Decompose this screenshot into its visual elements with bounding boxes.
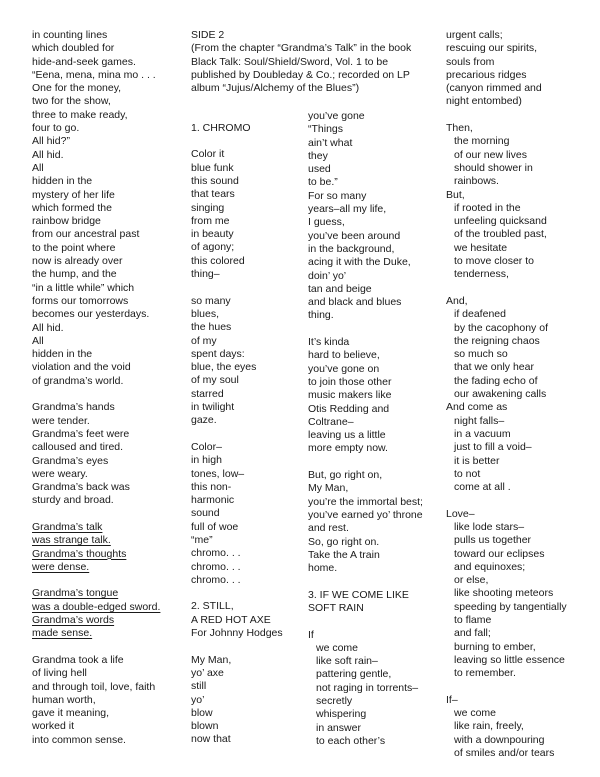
poem-line: singing bbox=[191, 201, 225, 214]
poem-line: to move closer to bbox=[454, 255, 534, 268]
poem-line: that we only hear bbox=[454, 361, 534, 374]
poem-line: “Eena, mena, mina mo . . . bbox=[32, 68, 156, 81]
column-3-poem bbox=[446, 29, 596, 760]
header-line: (From the chapter “Grandma’s Talk” in the book bbox=[191, 42, 412, 55]
poem-line: you’ve earned yo’ throne bbox=[308, 508, 423, 521]
poem-line: if rooted in the bbox=[454, 201, 521, 214]
poem-line: tones, low– bbox=[191, 467, 245, 480]
poem-line: blue, the eyes bbox=[191, 361, 257, 374]
poem-line: SOFT RAIN bbox=[308, 601, 364, 614]
poem-line: souls from bbox=[446, 55, 495, 68]
column-1-poem bbox=[32, 29, 182, 747]
poem-line: So, go right on. bbox=[308, 535, 380, 548]
poem-line: blues, bbox=[191, 307, 220, 320]
poem-line: or else, bbox=[454, 574, 489, 587]
stanza-break bbox=[32, 508, 182, 521]
poem-line: All hid?” bbox=[32, 135, 70, 148]
poem-line: blown bbox=[191, 720, 219, 733]
poem-line: if deafened bbox=[454, 308, 506, 321]
poem-line: like rain, freely, bbox=[454, 720, 524, 733]
poem-line: Grandma’s back was bbox=[32, 481, 130, 494]
header-line: Black Talk: Soul/Shield/Sword, Vol. 1 to be bbox=[191, 55, 389, 68]
poem-line: and black and blues bbox=[308, 296, 402, 309]
poem-line: was strange talk. bbox=[32, 534, 111, 547]
poem-line: gave it meaning, bbox=[32, 707, 110, 720]
poem-line: It’s kinda bbox=[308, 336, 350, 349]
poem-line: Grandma’s words bbox=[32, 614, 115, 627]
poem-line: violation and the void bbox=[32, 361, 131, 374]
poem-line: to each other’s bbox=[316, 734, 386, 747]
column-2b-poem bbox=[308, 110, 443, 748]
poem-line: and equinoxes; bbox=[454, 560, 526, 573]
poem-line: pattering gentle, bbox=[316, 668, 392, 681]
poem-line: forms our tomorrows bbox=[32, 294, 129, 307]
poem-line: now that bbox=[191, 733, 231, 746]
poem-line: pulls us together bbox=[454, 534, 532, 547]
poem-line: sound bbox=[191, 507, 220, 520]
poem-line: speeding by tangentially bbox=[454, 600, 567, 613]
poem-line: night falls– bbox=[454, 414, 505, 427]
poem-line: were dense. bbox=[32, 560, 90, 573]
poem-line: sturdy and broad. bbox=[32, 494, 114, 507]
poem-line: was a double-edged sword. bbox=[32, 600, 161, 613]
stanza-break bbox=[308, 456, 443, 469]
poem-line: chromo. . . bbox=[191, 573, 241, 586]
poem-line: And, bbox=[446, 294, 468, 307]
poem-line: Coltrane– bbox=[308, 415, 354, 428]
poem-line: hide-and-seek games. bbox=[32, 55, 136, 68]
poem-line: now is already over bbox=[32, 255, 123, 268]
poem-line: two for the show, bbox=[32, 95, 111, 108]
poem-line: in high bbox=[191, 454, 222, 467]
poem-line: should shower in bbox=[454, 161, 533, 174]
poem-line: from our ancestral past bbox=[32, 228, 140, 241]
poem-line: Grandma’s tongue bbox=[32, 587, 119, 600]
poem-line: and fall; bbox=[454, 627, 491, 640]
stanza-break bbox=[308, 575, 443, 588]
poem-line: more empty now. bbox=[308, 442, 388, 455]
poem-line: in answer bbox=[316, 721, 361, 734]
poem-line: rainbow bridge bbox=[32, 215, 101, 228]
poem-line: come at all . bbox=[454, 481, 511, 494]
poem-line: harmonic bbox=[191, 494, 235, 507]
poem-line: chromo. . . bbox=[191, 560, 241, 573]
poem-line: three to make ready, bbox=[32, 108, 128, 121]
poem-line: acing it with the Duke, bbox=[308, 256, 411, 269]
poem-line: “Things bbox=[308, 123, 344, 136]
poem-line: My Man, bbox=[191, 653, 232, 666]
poem-line: in the background, bbox=[308, 242, 395, 255]
poem-line: blow bbox=[191, 706, 213, 719]
poem-line: this non- bbox=[191, 480, 232, 493]
stanza-break bbox=[32, 641, 182, 654]
poem-line: not raging in torrents– bbox=[316, 681, 419, 694]
poem-line: the hump, and the bbox=[32, 268, 117, 281]
poem-line: ain’t what bbox=[308, 136, 353, 149]
poem-line: Then, bbox=[446, 122, 473, 135]
poem-line: tenderness, bbox=[454, 268, 509, 281]
poem-line: and through toil, love, faith bbox=[32, 680, 156, 693]
poem-line: “in a little while” which bbox=[32, 281, 135, 294]
poem-line: unfeeling quicksand bbox=[454, 215, 547, 228]
poem-line: hidden in the bbox=[32, 175, 93, 188]
poem-line: And come as bbox=[446, 401, 508, 414]
poem-line: full of woe bbox=[191, 520, 239, 533]
poem-line: tan and beige bbox=[308, 282, 372, 295]
poem-line: used bbox=[308, 163, 331, 176]
poem-line: But, bbox=[446, 188, 465, 201]
poem-line: rainbows. bbox=[454, 175, 499, 188]
poem-line: urgent calls; bbox=[446, 29, 503, 41]
stanza-break bbox=[446, 681, 596, 694]
poem-line: All bbox=[32, 334, 44, 347]
poem-line: For so many bbox=[308, 189, 367, 202]
poem-line: 3. IF WE COME LIKE bbox=[308, 588, 409, 601]
poem-line: My Man, bbox=[308, 482, 349, 495]
stanza-break bbox=[446, 109, 596, 122]
poem-line: to the point where bbox=[32, 241, 116, 254]
header-line: SIDE 2 bbox=[191, 29, 225, 41]
stanza-break bbox=[308, 323, 443, 336]
poem-line: Take the A train bbox=[308, 548, 380, 561]
poem-line: four to go. bbox=[32, 122, 80, 135]
header-line: album “Jujus/Alchemy of the Blues”) bbox=[191, 82, 360, 95]
poem-line: of smiles and/or tears bbox=[454, 747, 555, 760]
poem-line: Grandma took a life bbox=[32, 653, 124, 666]
poem-line: were tender. bbox=[32, 414, 90, 427]
poem-line: from me bbox=[191, 214, 230, 227]
poem-line: like shooting meteors bbox=[454, 587, 554, 600]
poem-line: 2. STILL, bbox=[191, 600, 234, 613]
poem-line: of living hell bbox=[32, 667, 87, 680]
stanza-break bbox=[32, 574, 182, 587]
poem-line: so much so bbox=[454, 348, 508, 361]
poem-line: like soft rain– bbox=[316, 655, 378, 668]
poem-line: this colored bbox=[191, 254, 245, 267]
poem-line: of our new lives bbox=[454, 148, 527, 161]
poem-line: we hesitate bbox=[454, 241, 508, 254]
poem-line: Color it bbox=[191, 148, 225, 161]
poem-line: precarious ridges bbox=[446, 68, 527, 81]
poem-line: music makers like bbox=[308, 389, 392, 402]
poem-line: in beauty bbox=[191, 228, 234, 241]
poem-line: to flame bbox=[454, 614, 492, 627]
poem-line: rescuing our spirits, bbox=[446, 42, 538, 55]
poem-line: and rest. bbox=[308, 522, 349, 535]
poem-line: were weary. bbox=[32, 467, 88, 480]
poem-line: I guess, bbox=[308, 216, 345, 229]
poem-line: doin’ yo’ bbox=[308, 269, 347, 282]
poem-line: so many bbox=[191, 294, 231, 307]
poem-line: chromo. . . bbox=[191, 547, 241, 560]
poem-line: of my bbox=[191, 334, 217, 347]
poem-line: like lode stars– bbox=[454, 520, 525, 533]
poem-line: to remember. bbox=[454, 667, 516, 680]
poem-line: of the troubled past, bbox=[454, 228, 547, 241]
poem-line: becomes our yesterdays. bbox=[32, 308, 150, 321]
stanza-break bbox=[32, 388, 182, 401]
stanza-break bbox=[446, 494, 596, 507]
poem-line: you’ve gone bbox=[308, 110, 365, 122]
poem-line: leaving so little essence bbox=[454, 653, 565, 666]
poem-line: yo’ axe bbox=[191, 666, 224, 679]
header-line: published by Doubleday & Co.; recorded on LP bbox=[191, 68, 410, 81]
poem-line: (canyon rimmed and bbox=[446, 82, 542, 95]
poem-line: which formed the bbox=[32, 201, 112, 214]
poem-line: mystery of her life bbox=[32, 188, 115, 201]
poem-line: of grandma’s world. bbox=[32, 374, 124, 387]
poem-line: made sense. bbox=[32, 627, 93, 640]
poem-line: the reigning chaos bbox=[454, 334, 540, 347]
poem-line: 1. CHROMO bbox=[191, 121, 251, 134]
poem-line: in counting lines bbox=[32, 29, 108, 41]
poem-line: starred bbox=[191, 387, 224, 400]
poem-line: “me” bbox=[191, 533, 213, 546]
poem-line: just to fill a void– bbox=[454, 441, 532, 454]
poem-line: human worth, bbox=[32, 693, 96, 706]
poem-line: Grandma’s eyes bbox=[32, 454, 109, 467]
poem-line: you’re the immortal best; bbox=[308, 495, 423, 508]
poem-line: in a vacuum bbox=[454, 427, 511, 440]
poem-line: to not bbox=[454, 467, 481, 480]
poem-line: they bbox=[308, 149, 328, 162]
poem-line: hard to believe, bbox=[308, 349, 380, 362]
poem-line: it is better bbox=[454, 454, 500, 467]
poem-line: secretly bbox=[316, 695, 353, 708]
poem-line: our awakening calls bbox=[454, 388, 547, 401]
poem-line: worked it bbox=[32, 720, 75, 733]
poem-line: One for the money, bbox=[32, 82, 122, 95]
poem-line: leaving us a little bbox=[308, 429, 386, 442]
poem-line: Grandma’s thoughts bbox=[32, 547, 127, 560]
poem-line: If bbox=[308, 628, 314, 641]
poem-line: by the cacophony of bbox=[454, 321, 548, 334]
poem-line: the hues bbox=[191, 321, 232, 334]
side-2-header bbox=[191, 29, 441, 95]
poem-line: that tears bbox=[191, 188, 235, 201]
stanza-break bbox=[308, 615, 443, 628]
poem-line: home. bbox=[308, 562, 338, 575]
poem-line: in twilight bbox=[191, 401, 235, 414]
poem-line: thing– bbox=[191, 268, 220, 281]
stanza-break bbox=[446, 282, 596, 295]
poem-line: with a downpouring bbox=[454, 733, 545, 746]
poem-line: Otis Redding and bbox=[308, 402, 390, 415]
poem-line: the morning bbox=[454, 135, 510, 148]
poem-line: Grandma’s talk bbox=[32, 520, 103, 533]
poem-line: thing. bbox=[308, 309, 334, 322]
poem-line: we come bbox=[454, 707, 497, 720]
poem-line: of my soul bbox=[191, 374, 239, 387]
poem-line: which doubled for bbox=[32, 42, 115, 55]
poem-line: still bbox=[191, 680, 207, 693]
poem-line: Grandma’s feet were bbox=[32, 427, 130, 440]
poem-line: whispering bbox=[316, 708, 367, 721]
poem-line: toward our eclipses bbox=[454, 547, 545, 560]
poem-line: yo’ bbox=[191, 693, 205, 706]
poem-line: you’ve gone on bbox=[308, 362, 380, 375]
poem-line: blue funk bbox=[191, 161, 234, 174]
poem-line: burning to ember, bbox=[454, 640, 536, 653]
poem-line: into common sense. bbox=[32, 733, 126, 746]
poem-line: spent days: bbox=[191, 347, 245, 360]
poem-line: to join those other bbox=[308, 375, 392, 388]
poem-line: years–all my life, bbox=[308, 203, 387, 216]
poem-line: of agony; bbox=[191, 241, 235, 254]
poem-line: gaze. bbox=[191, 414, 217, 427]
poem-line: For Johnny Hodges bbox=[191, 627, 283, 640]
poem-line: this sound bbox=[191, 174, 239, 187]
poem-line: Color– bbox=[191, 440, 222, 453]
poem-line: Love– bbox=[446, 507, 475, 520]
poem-line: But, go right on, bbox=[308, 469, 383, 482]
poem-line: All bbox=[32, 161, 44, 174]
poem-line: hidden in the bbox=[32, 348, 93, 361]
poem-line: you’ve been around bbox=[308, 229, 401, 242]
poem-line: Grandma’s hands bbox=[32, 401, 115, 414]
poem-line: the fading echo of bbox=[454, 374, 538, 387]
poem-line: If– bbox=[446, 693, 458, 706]
poem-line: night entombed) bbox=[446, 95, 522, 108]
stanza-break bbox=[191, 95, 441, 108]
poem-line: A RED HOT AXE bbox=[191, 613, 271, 626]
poem-line: All hid. bbox=[32, 321, 64, 334]
poem-line: calloused and tired. bbox=[32, 441, 124, 454]
poem-line: to be.” bbox=[308, 176, 338, 189]
poem-line: All hid. bbox=[32, 148, 64, 161]
poem-line: we come bbox=[316, 641, 359, 654]
